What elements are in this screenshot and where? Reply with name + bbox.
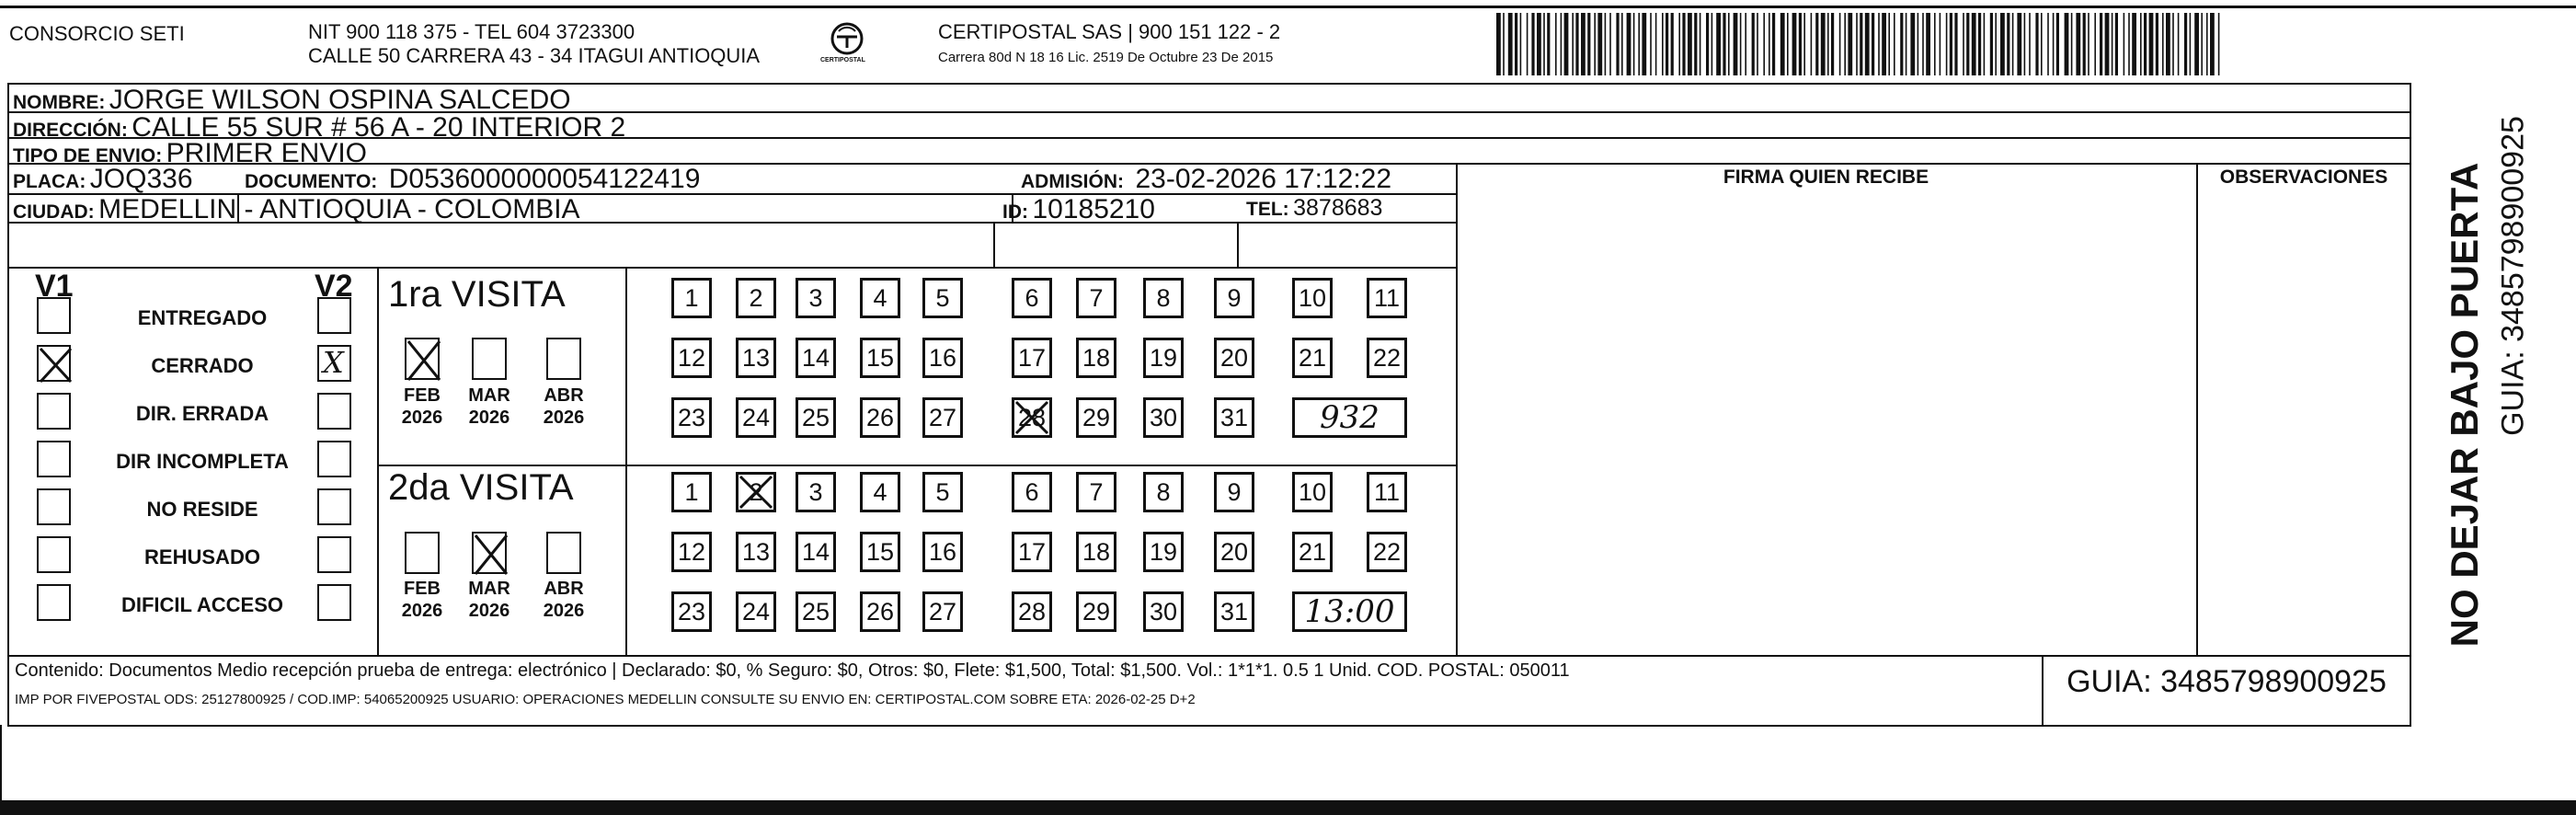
company-name: CONSORCIO SETI bbox=[9, 22, 185, 45]
first-visit-day-2[interactable] bbox=[736, 278, 776, 318]
second-visit-day-6[interactable] bbox=[1012, 472, 1052, 512]
v1-checkbox-7[interactable] bbox=[37, 584, 71, 621]
first-visit-day-25[interactable] bbox=[796, 397, 836, 438]
day-number: 11 bbox=[1373, 477, 1401, 506]
second-visit-title: 2da VISITA bbox=[388, 467, 574, 508]
v2-checkbox-6[interactable] bbox=[317, 536, 351, 573]
second-visit-day-24[interactable] bbox=[736, 591, 776, 632]
admission-label: ADMISIÓN: bbox=[1021, 171, 1124, 192]
first-visit-month-label: ABR 2026 bbox=[543, 385, 585, 428]
document-row bbox=[245, 164, 700, 195]
day-number: 15 bbox=[865, 343, 895, 372]
first-visit-day-18[interactable] bbox=[1076, 338, 1116, 378]
name-row bbox=[13, 85, 571, 116]
day-number: 28 bbox=[1017, 403, 1047, 431]
day-number: 27 bbox=[928, 597, 957, 626]
second-visit-day-22[interactable] bbox=[1367, 532, 1407, 572]
day-number: 11 bbox=[1373, 283, 1401, 312]
v1-checkbox-3[interactable] bbox=[37, 393, 71, 430]
day-number: 9 bbox=[1227, 283, 1242, 312]
second-visit-day-25[interactable] bbox=[796, 591, 836, 632]
status-option-label: REHUSADO bbox=[144, 545, 260, 568]
observations-header: OBSERVACIONES bbox=[2219, 166, 2388, 188]
second-visit-day-4[interactable] bbox=[860, 472, 900, 512]
day-number: 2 bbox=[749, 477, 763, 506]
license-line: Carrera 80d N 18 16 Lic. 2519 De Octubre 23 De 2015 bbox=[938, 50, 1274, 65]
day-number: 7 bbox=[1089, 477, 1104, 506]
day-number: 18 bbox=[1082, 343, 1111, 372]
day-number: 8 bbox=[1156, 477, 1171, 506]
first-visit-day-10[interactable] bbox=[1292, 278, 1333, 318]
v1-label: V1 bbox=[35, 269, 74, 304]
day-number: 3 bbox=[808, 283, 823, 312]
day-number: 14 bbox=[801, 343, 830, 372]
second-visit-day-27[interactable] bbox=[922, 591, 963, 632]
second-visit-day-20[interactable] bbox=[1214, 532, 1254, 572]
v2-label: V2 bbox=[315, 269, 353, 304]
first-visit-day-26[interactable] bbox=[860, 397, 900, 438]
v2-checkbox-2[interactable] bbox=[317, 345, 351, 382]
day-number: 4 bbox=[873, 477, 887, 506]
id-row bbox=[1002, 194, 1155, 225]
second-visit-day-23[interactable] bbox=[671, 591, 712, 632]
address-label: DIRECCIÓN: bbox=[13, 120, 128, 141]
day-number: 20 bbox=[1219, 343, 1249, 372]
second-visit-day-12[interactable] bbox=[671, 532, 712, 572]
second-visit-month-label: FEB 2026 bbox=[401, 579, 443, 621]
day-number: 14 bbox=[801, 537, 830, 566]
tel-row bbox=[1246, 195, 1382, 222]
tel-label: TEL: bbox=[1246, 199, 1289, 220]
first-visit-handwritten-box[interactable] bbox=[1292, 397, 1407, 438]
signature-field[interactable] bbox=[1458, 194, 2195, 654]
day-number: 16 bbox=[928, 537, 957, 566]
first-visit-day-21[interactable] bbox=[1292, 338, 1333, 378]
first-visit-day-22[interactable] bbox=[1367, 338, 1407, 378]
first-visit-day-1[interactable] bbox=[671, 278, 712, 318]
day-number: 1 bbox=[684, 477, 699, 506]
first-visit-month-box-mar[interactable] bbox=[472, 338, 507, 380]
first-visit-day-24[interactable] bbox=[736, 397, 776, 438]
second-visit-day-8[interactable] bbox=[1143, 472, 1184, 512]
day-number: 25 bbox=[801, 597, 830, 626]
second-visit-day-21[interactable] bbox=[1292, 532, 1333, 572]
first-visit-month-box-feb[interactable] bbox=[405, 338, 440, 380]
status-option-label: DIFICIL ACCESO bbox=[120, 593, 283, 616]
day-number: 9 bbox=[1227, 477, 1242, 506]
document-label: DOCUMENTO: bbox=[245, 171, 378, 192]
address-line: CALLE 50 CARRERA 43 - 34 ITAGUI ANTIOQUIA bbox=[308, 44, 761, 67]
first-visit-day-7[interactable] bbox=[1076, 278, 1116, 318]
first-visit-day-14[interactable] bbox=[796, 338, 836, 378]
print-line: IMP POR FIVEPOSTAL ODS: 25127800925 / COD.IMP: 54065200925 USUARIO: OPERACIONES MEDELLIN CONSULTE SU ENVIO EN: CERTIPOSTAL.COM SOBRE ETA: 2026-02-25 D+2 bbox=[15, 692, 1196, 707]
day-number: 16 bbox=[928, 343, 957, 372]
tel-value: 3878683 bbox=[1293, 195, 1383, 221]
signature-header: FIRMA QUIEN RECIBE bbox=[1723, 166, 1929, 188]
first-visit-day-23[interactable] bbox=[671, 397, 712, 438]
status-option-label: NO RESIDE bbox=[146, 498, 258, 521]
second-visit-handwritten-value: 13:00 bbox=[1304, 593, 1395, 630]
first-visit-day-19[interactable] bbox=[1143, 338, 1184, 378]
day-number: 15 bbox=[865, 537, 895, 566]
second-visit-day-29[interactable] bbox=[1076, 591, 1116, 632]
shipment-type: PRIMER ENVIO bbox=[166, 138, 368, 168]
day-number: 26 bbox=[865, 403, 895, 431]
v2-checkbox-4[interactable] bbox=[317, 441, 351, 477]
v1-checkbox-1[interactable] bbox=[37, 297, 71, 334]
plate-row bbox=[13, 164, 193, 195]
status-option-label: DIR. ERRADA bbox=[135, 402, 269, 425]
second-visit-day-9[interactable] bbox=[1214, 472, 1254, 512]
second-visit-handwritten-box[interactable] bbox=[1292, 591, 1407, 632]
day-number: 4 bbox=[873, 283, 887, 312]
first-visit-day-5[interactable] bbox=[922, 278, 963, 318]
first-visit-day-20[interactable] bbox=[1214, 338, 1254, 378]
v1-checkbox-2[interactable] bbox=[37, 345, 71, 382]
city-value: MEDELLIN - ANTIOQUIA - COLOMBIA bbox=[98, 194, 580, 224]
second-visit-day-13[interactable] bbox=[736, 532, 776, 572]
day-number: 22 bbox=[1372, 343, 1402, 372]
day-number: 31 bbox=[1219, 403, 1249, 431]
day-number: 23 bbox=[677, 597, 706, 626]
first-visit-day-8[interactable] bbox=[1143, 278, 1184, 318]
top-edge bbox=[0, 6, 2576, 8]
logo-text: CERTIPOSTAL bbox=[820, 57, 865, 63]
day-number: 17 bbox=[1017, 537, 1047, 566]
v1-checkbox-5[interactable] bbox=[37, 488, 71, 525]
v1-checkbox-4[interactable] bbox=[37, 441, 71, 477]
day-number: 12 bbox=[677, 537, 706, 566]
v2-handwritten-mark: X bbox=[323, 345, 344, 380]
day-number: 5 bbox=[935, 283, 950, 312]
second-visit-month-box-abr[interactable] bbox=[546, 532, 581, 574]
footer-guide: GUIA: 3485798900925 bbox=[2067, 664, 2387, 699]
day-number: 21 bbox=[1298, 343, 1327, 372]
second-visit-day-14[interactable] bbox=[796, 532, 836, 572]
second-visit-month-label: ABR 2026 bbox=[543, 579, 585, 621]
second-visit-day-19[interactable] bbox=[1143, 532, 1184, 572]
recipient-name: JORGE WILSON OSPINA SALCEDO bbox=[109, 85, 571, 115]
day-number: 30 bbox=[1149, 403, 1178, 431]
status-option-label: ENTREGADO bbox=[137, 306, 268, 329]
first-visit-day-28[interactable] bbox=[1012, 397, 1052, 438]
second-visit-day-11[interactable] bbox=[1367, 472, 1407, 512]
day-number: 3 bbox=[808, 477, 823, 506]
second-visit-month-label: MAR 2026 bbox=[468, 579, 510, 621]
day-number: 13 bbox=[741, 343, 771, 372]
day-number: 10 bbox=[1298, 477, 1327, 506]
second-visit-day-16[interactable] bbox=[922, 532, 963, 572]
contents-line: Contenido: Documentos Medio recepción prueba de entrega: electrónico | Declarado: $0, % Seguro: $0, Otros: $0, Flete: $1,500, Total: $1,500. Vol.: 1*1*1. 0.5 1 Unid. COD. POSTAL: 050011 bbox=[15, 660, 1570, 681]
v2-checkbox-3[interactable] bbox=[317, 393, 351, 430]
second-visit-day-3[interactable] bbox=[796, 472, 836, 512]
day-number: 27 bbox=[928, 403, 957, 431]
first-visit-month-label: FEB 2026 bbox=[401, 385, 443, 428]
nit-line: NIT 900 118 375 - TEL 604 3723300 bbox=[308, 20, 635, 43]
certipostal-logo bbox=[819, 20, 876, 70]
day-number: 2 bbox=[749, 283, 763, 312]
v2-checkbox-1[interactable] bbox=[317, 297, 351, 334]
day-number: 28 bbox=[1017, 597, 1047, 626]
day-number: 19 bbox=[1149, 343, 1178, 372]
first-visit-day-16[interactable] bbox=[922, 338, 963, 378]
day-number: 1 bbox=[684, 283, 699, 312]
day-number: 6 bbox=[1025, 283, 1039, 312]
second-visit-day-17[interactable] bbox=[1012, 532, 1052, 572]
day-number: 7 bbox=[1089, 283, 1104, 312]
day-number: 29 bbox=[1082, 403, 1111, 431]
status-option-label: DIR INCOMPLETA bbox=[116, 450, 289, 473]
day-number: 6 bbox=[1025, 477, 1039, 506]
day-number: 13 bbox=[741, 537, 771, 566]
day-number: 5 bbox=[935, 477, 950, 506]
day-number: 24 bbox=[741, 403, 771, 431]
plate-label: PLACA: bbox=[13, 171, 86, 192]
first-visit-month-label: MAR 2026 bbox=[468, 385, 510, 428]
day-number: 29 bbox=[1082, 597, 1111, 626]
carrier-line: CERTIPOSTAL SAS | 900 151 122 - 2 bbox=[938, 20, 1281, 43]
v1-checkbox-6[interactable] bbox=[37, 536, 71, 573]
v2-checkbox-7[interactable] bbox=[317, 584, 351, 621]
recipient-address: CALLE 55 SUR # 56 A - 20 INTERIOR 2 bbox=[132, 112, 626, 143]
bottom-edge bbox=[0, 800, 2576, 815]
second-visit-day-28[interactable] bbox=[1012, 591, 1052, 632]
first-visit-day-30[interactable] bbox=[1143, 397, 1184, 438]
first-visit-day-12[interactable] bbox=[671, 338, 712, 378]
day-number: 18 bbox=[1082, 537, 1111, 566]
id-value: 10185210 bbox=[1032, 194, 1155, 224]
first-visit-day-9[interactable] bbox=[1214, 278, 1254, 318]
id-label: ID: bbox=[1002, 201, 1028, 223]
second-visit-day-31[interactable] bbox=[1214, 591, 1254, 632]
day-number: 22 bbox=[1372, 537, 1402, 566]
second-visit-day-5[interactable] bbox=[922, 472, 963, 512]
first-visit-day-4[interactable] bbox=[860, 278, 900, 318]
first-visit-day-11[interactable] bbox=[1367, 278, 1407, 318]
second-visit-day-2[interactable] bbox=[736, 472, 776, 512]
day-number: 10 bbox=[1298, 283, 1327, 312]
day-number: 31 bbox=[1219, 597, 1249, 626]
day-number: 25 bbox=[801, 403, 830, 431]
second-visit-day-1[interactable] bbox=[671, 472, 712, 512]
first-visit-day-17[interactable] bbox=[1012, 338, 1052, 378]
first-visit-day-3[interactable] bbox=[796, 278, 836, 318]
first-visit-day-13[interactable] bbox=[736, 338, 776, 378]
plate-value: JOQ336 bbox=[89, 164, 193, 194]
first-visit-title: 1ra VISITA bbox=[388, 274, 566, 315]
first-visit-month-box-abr[interactable] bbox=[546, 338, 581, 380]
day-number: 20 bbox=[1219, 537, 1249, 566]
observations-field[interactable] bbox=[2198, 194, 2410, 654]
day-number: 12 bbox=[677, 343, 706, 372]
second-visit-month-box-feb[interactable] bbox=[405, 532, 440, 574]
second-visit-month-box-mar[interactable] bbox=[472, 532, 507, 574]
document-value: D0536000000054122419 bbox=[388, 164, 701, 194]
day-number: 21 bbox=[1298, 537, 1327, 566]
day-number: 17 bbox=[1017, 343, 1047, 372]
day-number: 23 bbox=[677, 403, 706, 431]
second-visit-day-26[interactable] bbox=[860, 591, 900, 632]
first-visit-handwritten-value: 932 bbox=[1320, 399, 1380, 436]
admission-row bbox=[1021, 164, 1391, 195]
first-visit-day-27[interactable] bbox=[922, 397, 963, 438]
day-number: 30 bbox=[1149, 597, 1178, 626]
second-visit-day-10[interactable] bbox=[1292, 472, 1333, 512]
second-visit-day-7[interactable] bbox=[1076, 472, 1116, 512]
v2-checkbox-5[interactable] bbox=[317, 488, 351, 525]
barcode bbox=[1494, 13, 2226, 75]
side-guide: GUIA: 3485798900925 bbox=[2495, 116, 2531, 436]
first-visit-day-29[interactable] bbox=[1076, 397, 1116, 438]
first-visit-day-15[interactable] bbox=[860, 338, 900, 378]
second-visit-day-15[interactable] bbox=[860, 532, 900, 572]
city-row bbox=[13, 194, 580, 225]
day-number: 8 bbox=[1156, 283, 1171, 312]
second-visit-day-18[interactable] bbox=[1076, 532, 1116, 572]
day-number: 19 bbox=[1149, 537, 1178, 566]
second-visit-day-30[interactable] bbox=[1143, 591, 1184, 632]
day-number: 24 bbox=[741, 597, 771, 626]
admission-value: 23-02-2026 17:12:22 bbox=[1135, 164, 1392, 194]
city-label: CIUDAD: bbox=[13, 201, 95, 223]
day-number: 26 bbox=[865, 597, 895, 626]
name-label: NOMBRE: bbox=[13, 92, 106, 113]
do-not-leave-notice: NO DEJAR BAJO PUERTA bbox=[2443, 162, 2486, 648]
first-visit-day-31[interactable] bbox=[1214, 397, 1254, 438]
type-label: TIPO DE ENVIO: bbox=[13, 145, 163, 166]
status-option-label: CERRADO bbox=[151, 354, 254, 377]
first-visit-day-6[interactable] bbox=[1012, 278, 1052, 318]
